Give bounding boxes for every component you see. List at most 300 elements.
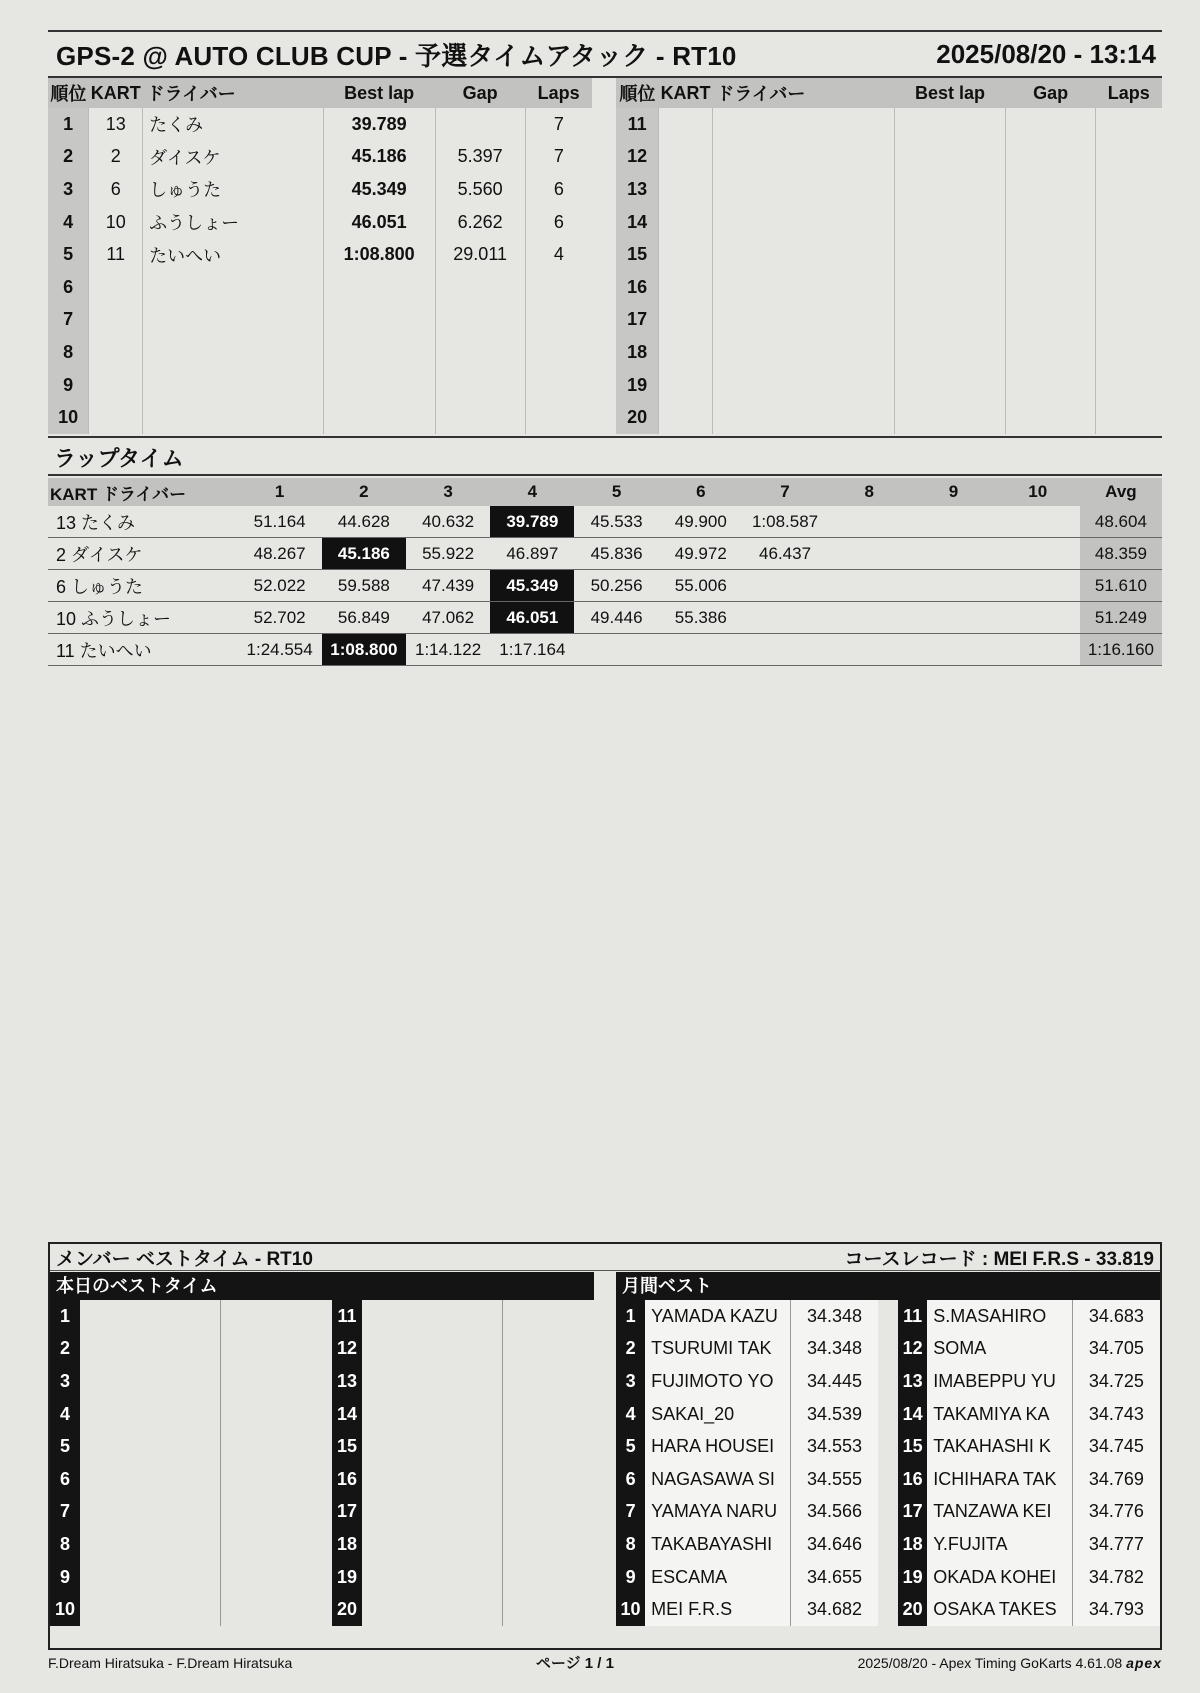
monthly-best-name: Y.FUJITA — [927, 1528, 1072, 1561]
today-best-name — [362, 1365, 503, 1398]
result-driver — [712, 401, 894, 434]
lap-header: 10 — [996, 478, 1080, 506]
laptime-row — [48, 634, 1162, 666]
laptime-row — [48, 602, 1162, 634]
result-kart — [659, 336, 713, 369]
rank-number: 10 — [50, 1593, 80, 1626]
result-position: 6 — [48, 271, 89, 304]
result-gap — [435, 401, 525, 434]
lap-cell: 47.439 — [406, 570, 490, 602]
lap-cell: 1:08.587 — [743, 506, 827, 538]
result-bestlap — [894, 401, 1005, 434]
laptime-kart-driver: 13 たくみ — [48, 506, 238, 538]
result-gap: 5.560 — [435, 173, 525, 206]
course-record: コースレコード : MEI F.R.S - 33.819 — [844, 1248, 1154, 1270]
result-bestlap — [894, 206, 1005, 239]
laptime-kart-driver: 2 ダイスケ — [48, 538, 238, 570]
event-title: GPS-2 @ AUTO CLUB CUP - 予選タイムアタック - RT10 — [56, 40, 737, 71]
lap-cell: 46.437 — [743, 538, 827, 570]
monthly-best-time: 34.745 — [1072, 1430, 1160, 1463]
result-laps — [1096, 206, 1162, 239]
lap-cell: 55.922 — [406, 538, 490, 570]
result-kart: 2 — [89, 141, 143, 174]
today-best-time — [221, 1430, 309, 1463]
avg-cell: 48.359 — [1080, 538, 1162, 570]
monthly-best-name: OSAKA TAKES — [927, 1593, 1072, 1626]
rank-number: 4 — [50, 1398, 80, 1431]
monthly-best-name: NAGASAWA SI — [645, 1463, 790, 1496]
result-position: 5 — [48, 238, 89, 271]
result-laps — [1096, 238, 1162, 271]
result-position: 12 — [616, 141, 659, 174]
monthly-best-row — [898, 1333, 1160, 1366]
result-row — [616, 271, 1162, 304]
result-kart — [659, 173, 713, 206]
today-best-name — [80, 1496, 221, 1529]
monthly-best-name: OKADA KOHEI — [927, 1561, 1072, 1594]
lap-cell: 52.022 — [238, 570, 322, 602]
result-bestlap — [323, 369, 435, 402]
lap-cell — [743, 634, 827, 666]
today-best-row — [332, 1300, 594, 1333]
monthly-best-time: 34.705 — [1072, 1333, 1160, 1366]
monthly-best-name: S.MASAHIRO — [927, 1300, 1072, 1333]
result-kart — [659, 271, 713, 304]
monthly-best-left — [616, 1300, 878, 1626]
lap-cell: 1:24.554 — [238, 634, 322, 666]
today-best-time — [221, 1333, 309, 1366]
col-bestlap: Best lap — [894, 78, 1005, 108]
result-position: 4 — [48, 206, 89, 239]
monthly-best-name: HARA HOUSEI — [645, 1430, 790, 1463]
rank-number: 11 — [332, 1300, 362, 1333]
monthly-best-label: 月間ベスト — [616, 1272, 1160, 1300]
rank-number: 18 — [332, 1528, 362, 1561]
lap-cell: 47.062 — [406, 602, 490, 634]
rank-number: 12 — [332, 1333, 362, 1366]
today-best-row — [332, 1365, 594, 1398]
result-row — [48, 141, 592, 174]
result-bestlap: 45.186 — [323, 141, 435, 174]
result-gap: 29.011 — [435, 238, 525, 271]
rank-number: 17 — [898, 1496, 927, 1529]
result-laps — [1096, 108, 1162, 141]
result-row — [48, 304, 592, 337]
monthly-best-row — [898, 1398, 1160, 1431]
monthly-best-name: SOMA — [927, 1333, 1072, 1366]
monthly-best-time: 34.539 — [790, 1398, 878, 1431]
monthly-best-row — [898, 1593, 1160, 1626]
lap-header: 4 — [490, 478, 574, 506]
result-position: 3 — [48, 173, 89, 206]
monthly-best-row — [616, 1430, 878, 1463]
today-best-name — [80, 1528, 221, 1561]
monthly-best-name: MEI F.R.S — [645, 1593, 790, 1626]
laptime-kart-driver: 6 しゅうた — [48, 570, 238, 602]
lap-cell: 1:17.164 — [490, 634, 574, 666]
result-row — [48, 271, 592, 304]
rank-number: 19 — [898, 1561, 927, 1594]
today-best-time — [503, 1496, 595, 1529]
rank-number: 20 — [332, 1593, 362, 1626]
result-position: 10 — [48, 401, 89, 434]
result-bestlap: 46.051 — [323, 206, 435, 239]
lap-header: 3 — [406, 478, 490, 506]
lap-cell — [574, 634, 658, 666]
event-datetime: 2025/08/20 - 13:14 — [936, 38, 1156, 69]
today-best-row — [332, 1561, 594, 1594]
apex-logo: apex — [1126, 1654, 1162, 1671]
monthly-best-row — [616, 1496, 878, 1529]
lap-header: 6 — [659, 478, 743, 506]
today-best-name — [362, 1528, 503, 1561]
lap-cell: 40.632 — [406, 506, 490, 538]
monthly-best-name: IMABEPPU YU — [927, 1365, 1072, 1398]
today-best-name — [80, 1300, 221, 1333]
rank-number: 18 — [898, 1528, 927, 1561]
result-kart — [659, 369, 713, 402]
today-best-name — [80, 1463, 221, 1496]
result-kart — [89, 304, 143, 337]
section-divider — [48, 436, 1162, 438]
today-best-row — [50, 1593, 308, 1626]
lap-cell — [827, 538, 911, 570]
rank-number: 17 — [332, 1496, 362, 1529]
rank-number: 7 — [50, 1496, 80, 1529]
result-driver: たくみ — [143, 108, 324, 141]
lap-cell: 51.164 — [238, 506, 322, 538]
monthly-best-time: 34.566 — [790, 1496, 878, 1529]
today-best-time — [503, 1430, 595, 1463]
result-position: 7 — [48, 304, 89, 337]
col-laps: Laps — [525, 78, 592, 108]
result-gap — [1006, 369, 1096, 402]
result-laps — [525, 336, 592, 369]
result-laps — [1096, 369, 1162, 402]
laptimes-title: ラップタイム — [54, 446, 184, 471]
result-row — [616, 141, 1162, 174]
result-laps: 7 — [525, 108, 592, 141]
result-laps: 6 — [525, 206, 592, 239]
result-driver — [712, 206, 894, 239]
rank-number: 2 — [616, 1333, 645, 1366]
result-driver: たいへい — [143, 238, 324, 271]
today-best-time — [221, 1365, 309, 1398]
best-lap-cell: 45.186 — [322, 538, 406, 570]
result-bestlap — [894, 271, 1005, 304]
today-best-row — [50, 1333, 308, 1366]
rank-number: 15 — [898, 1430, 927, 1463]
avg-cell: 1:16.160 — [1080, 634, 1162, 666]
today-best-row — [332, 1528, 594, 1561]
result-gap — [1006, 141, 1096, 174]
result-gap — [435, 336, 525, 369]
rank-number: 6 — [616, 1463, 645, 1496]
monthly-best-row — [616, 1593, 878, 1626]
laptime-row — [48, 538, 1162, 570]
result-bestlap: 45.349 — [323, 173, 435, 206]
today-best-row — [50, 1528, 308, 1561]
today-best-right — [332, 1300, 594, 1626]
rank-number: 3 — [50, 1365, 80, 1398]
result-kart — [89, 401, 143, 434]
section-divider — [48, 474, 1162, 476]
today-best-row — [50, 1300, 308, 1333]
result-driver — [143, 271, 324, 304]
results-sheet — [48, 30, 1162, 1672]
lap-cell — [911, 634, 995, 666]
result-gap — [1006, 108, 1096, 141]
rank-number: 13 — [332, 1365, 362, 1398]
laptime-row — [48, 506, 1162, 538]
rank-number: 9 — [616, 1561, 645, 1594]
member-best-header — [50, 1244, 1160, 1271]
today-best-time — [503, 1333, 595, 1366]
monthly-best-row — [898, 1430, 1160, 1463]
result-kart — [89, 369, 143, 402]
today-best-name — [362, 1496, 503, 1529]
result-position: 2 — [48, 141, 89, 174]
today-best-time — [503, 1561, 595, 1594]
col-gap: Gap — [1006, 78, 1096, 108]
lap-cell — [996, 602, 1080, 634]
today-best-name — [362, 1463, 503, 1496]
result-position: 8 — [48, 336, 89, 369]
today-best-row — [50, 1430, 308, 1463]
lap-cell — [996, 570, 1080, 602]
venue-text: F.Dream Hiratsuka - F.Dream Hiratsuka — [48, 1654, 293, 1671]
rank-number: 10 — [616, 1593, 645, 1626]
rank-number: 16 — [898, 1463, 927, 1496]
laptimes-table — [48, 478, 1162, 666]
result-laps: 7 — [525, 141, 592, 174]
rank-number: 4 — [616, 1398, 645, 1431]
monthly-best-row — [616, 1561, 878, 1594]
result-laps — [1096, 173, 1162, 206]
result-driver — [143, 304, 324, 337]
lap-cell — [743, 602, 827, 634]
rank-number: 11 — [898, 1300, 927, 1333]
lap-cell — [827, 506, 911, 538]
result-driver — [143, 336, 324, 369]
result-bestlap — [323, 336, 435, 369]
monthly-best-name: TAKABAYASHI — [645, 1528, 790, 1561]
today-best-name — [80, 1398, 221, 1431]
result-bestlap — [894, 336, 1005, 369]
monthly-best-time: 34.553 — [790, 1430, 878, 1463]
monthly-best-time: 34.682 — [790, 1593, 878, 1626]
result-gap — [1006, 336, 1096, 369]
result-bestlap — [894, 173, 1005, 206]
lap-cell: 52.702 — [238, 602, 322, 634]
result-gap — [435, 369, 525, 402]
today-best-name — [80, 1561, 221, 1594]
lap-cell: 49.446 — [574, 602, 658, 634]
rank-number: 8 — [616, 1528, 645, 1561]
today-best-time — [503, 1593, 595, 1626]
result-gap — [1006, 238, 1096, 271]
lap-header: 9 — [911, 478, 995, 506]
monthly-best-time: 34.743 — [1072, 1398, 1160, 1431]
today-best-name — [362, 1430, 503, 1463]
monthly-best-time: 34.348 — [790, 1300, 878, 1333]
laptime-kart-driver: 10 ふうしょー — [48, 602, 238, 634]
lap-cell — [911, 506, 995, 538]
monthly-best-time: 34.782 — [1072, 1561, 1160, 1594]
rank-number: 2 — [50, 1333, 80, 1366]
avg-cell: 51.249 — [1080, 602, 1162, 634]
today-best-time — [503, 1463, 595, 1496]
today-best-time — [503, 1300, 595, 1333]
result-kart: 6 — [89, 173, 143, 206]
col-position: 順位 — [48, 78, 89, 108]
monthly-best-row — [616, 1463, 878, 1496]
result-laps — [1096, 336, 1162, 369]
result-position: 13 — [616, 173, 659, 206]
today-best-row — [332, 1463, 594, 1496]
result-position: 18 — [616, 336, 659, 369]
lap-cell — [743, 570, 827, 602]
result-kart: 11 — [89, 238, 143, 271]
today-best-row — [50, 1463, 308, 1496]
lap-cell — [911, 538, 995, 570]
result-gap — [1006, 304, 1096, 337]
monthly-best-name: TSURUMI TAK — [645, 1333, 790, 1366]
monthly-best-name: TANZAWA KEI — [927, 1496, 1072, 1529]
result-bestlap — [894, 369, 1005, 402]
result-driver — [712, 304, 894, 337]
result-bestlap: 1:08.800 — [323, 238, 435, 271]
monthly-best-time: 34.776 — [1072, 1496, 1160, 1529]
result-kart — [89, 271, 143, 304]
monthly-best-name: YAMAYA NARU — [645, 1496, 790, 1529]
monthly-best-time: 34.646 — [790, 1528, 878, 1561]
col-driver: ドライバー — [143, 78, 324, 108]
software-credit: 2025/08/20 - Apex Timing GoKarts 4.61.08 — [857, 1654, 1123, 1671]
result-laps — [525, 271, 592, 304]
today-best-time — [221, 1593, 309, 1626]
lap-header: 5 — [574, 478, 658, 506]
lap-cell: 1:14.122 — [406, 634, 490, 666]
lap-cell: 50.256 — [574, 570, 658, 602]
lap-cell — [911, 602, 995, 634]
result-kart — [89, 336, 143, 369]
result-bestlap: 39.789 — [323, 108, 435, 141]
lap-cell: 46.897 — [490, 538, 574, 570]
today-best-time — [503, 1398, 595, 1431]
rank-number: 5 — [50, 1430, 80, 1463]
col-position: 順位 — [616, 78, 659, 108]
result-bestlap — [323, 304, 435, 337]
monthly-best-name: FUJIMOTO YO — [645, 1365, 790, 1398]
lap-cell — [827, 602, 911, 634]
lap-cell — [996, 538, 1080, 570]
monthly-best-row — [898, 1528, 1160, 1561]
result-driver — [143, 369, 324, 402]
col-driver: ドライバー — [712, 78, 894, 108]
lap-header: 7 — [743, 478, 827, 506]
today-best-time — [503, 1528, 595, 1561]
today-best-time — [221, 1496, 309, 1529]
result-kart: 13 — [89, 108, 143, 141]
rank-number: 19 — [332, 1561, 362, 1594]
monthly-best-row — [616, 1398, 878, 1431]
monthly-best-name: TAKAMIYA KA — [927, 1398, 1072, 1431]
lap-cell: 49.972 — [659, 538, 743, 570]
result-row — [48, 336, 592, 369]
page-indicator: ページ 1 / 1 — [535, 1655, 614, 1672]
result-row — [616, 336, 1162, 369]
monthly-best-time: 34.683 — [1072, 1300, 1160, 1333]
result-position: 11 — [616, 108, 659, 141]
laptime-kart-driver: 11 たいへい — [48, 634, 238, 666]
monthly-best-name: ESCAMA — [645, 1561, 790, 1594]
result-gap — [1006, 173, 1096, 206]
today-best-row — [332, 1333, 594, 1366]
results-table-left — [48, 78, 592, 434]
lap-cell: 55.386 — [659, 602, 743, 634]
result-position: 20 — [616, 401, 659, 434]
result-laps — [525, 304, 592, 337]
rank-number: 5 — [616, 1430, 645, 1463]
monthly-best-right — [898, 1300, 1160, 1626]
today-best-time — [221, 1300, 309, 1333]
today-best-time — [221, 1528, 309, 1561]
today-best-name — [362, 1333, 503, 1366]
monthly-best-name: SAKAI_20 — [645, 1398, 790, 1431]
result-row — [616, 173, 1162, 206]
lap-cell: 45.836 — [574, 538, 658, 570]
today-best-name — [80, 1365, 221, 1398]
today-best-name — [362, 1593, 503, 1626]
monthly-best-time: 34.725 — [1072, 1365, 1160, 1398]
lap-cell — [911, 570, 995, 602]
result-kart: 10 — [89, 206, 143, 239]
result-bestlap — [323, 271, 435, 304]
today-best-row — [332, 1593, 594, 1626]
footer — [48, 1652, 1162, 1673]
monthly-best-time: 34.793 — [1072, 1593, 1160, 1626]
avg-header: Avg — [1080, 478, 1162, 506]
result-laps — [1096, 401, 1162, 434]
monthly-best-row — [616, 1333, 878, 1366]
today-best-time — [221, 1463, 309, 1496]
result-driver — [712, 369, 894, 402]
result-row — [616, 108, 1162, 141]
today-best-time — [221, 1398, 309, 1431]
monthly-best-time: 34.348 — [790, 1333, 878, 1366]
result-laps — [1096, 271, 1162, 304]
today-best-name — [80, 1333, 221, 1366]
result-driver: ふうしょー — [143, 206, 324, 239]
today-best-row — [332, 1496, 594, 1529]
col-gap: Gap — [435, 78, 525, 108]
rank-number: 1 — [616, 1300, 645, 1333]
result-kart — [659, 108, 713, 141]
result-laps — [1096, 141, 1162, 174]
lap-cell: 55.006 — [659, 570, 743, 602]
today-best-name — [80, 1430, 221, 1463]
result-laps: 4 — [525, 238, 592, 271]
result-row — [48, 401, 592, 434]
col-bestlap: Best lap — [323, 78, 435, 108]
result-gap — [435, 108, 525, 141]
result-position: 9 — [48, 369, 89, 402]
result-row — [616, 206, 1162, 239]
result-driver — [143, 401, 324, 434]
monthly-best-row — [898, 1561, 1160, 1594]
result-row — [616, 369, 1162, 402]
